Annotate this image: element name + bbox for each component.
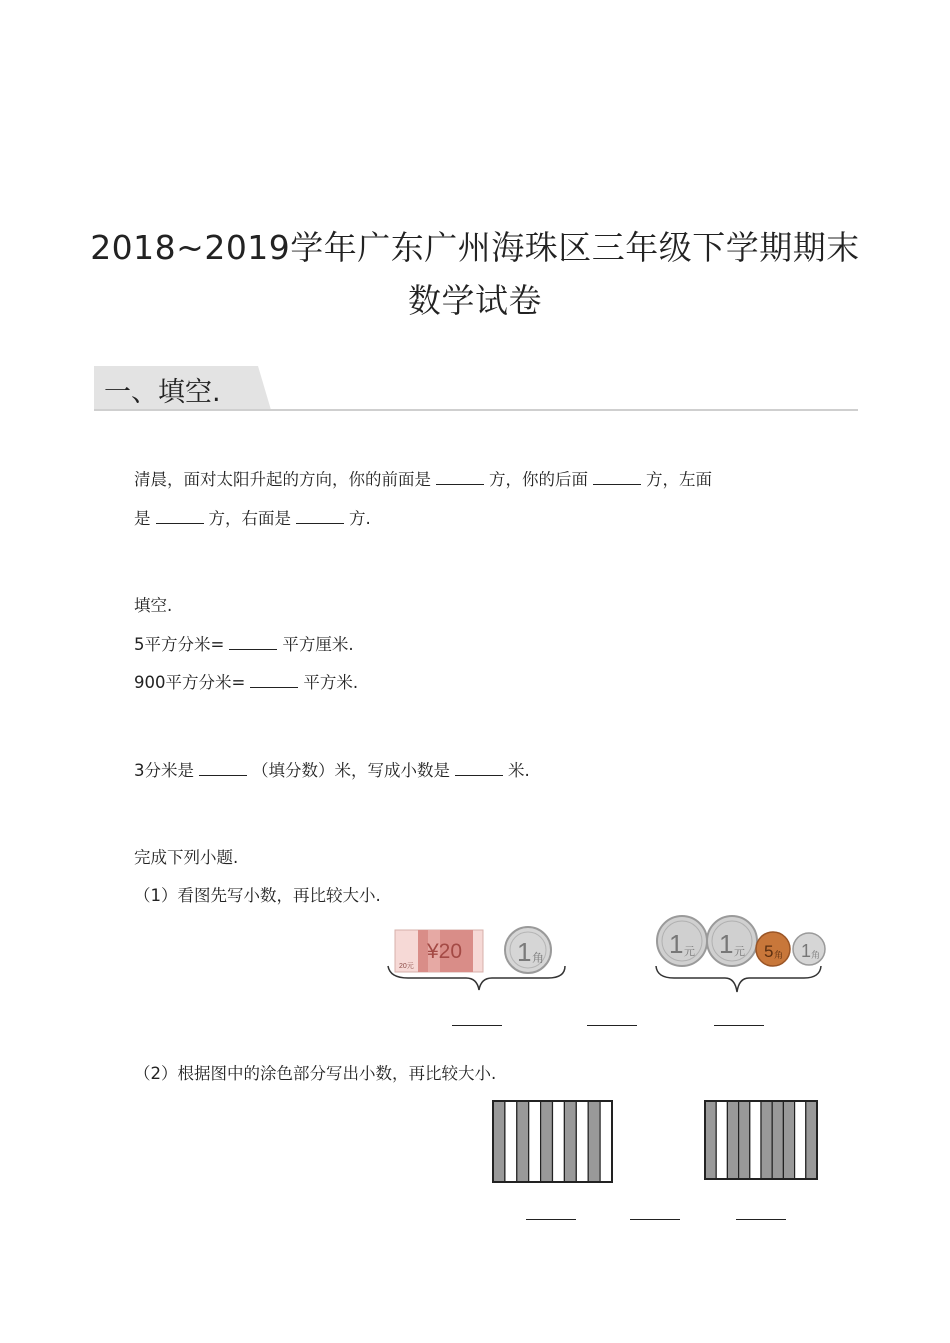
bar-segment: [505, 1101, 517, 1182]
answer-line-money-compare[interactable]: [587, 1025, 637, 1026]
coin-1-jiao-small-icon: [793, 933, 825, 965]
svg-text:1: 1: [801, 941, 812, 961]
page-title: 2018~2019学年广东广州海珠区三年级下学期期末: [90, 228, 860, 267]
question-4-intro: 完成下列小题.: [134, 848, 239, 867]
question-2-a: [134, 631, 354, 655]
bar-segment: [761, 1101, 772, 1179]
q1-text-a: 清晨，面对太阳升起的方向，你的前面是: [134, 470, 431, 489]
svg-text:角: 角: [774, 951, 784, 961]
bar-segment: [564, 1101, 576, 1182]
q1-text-b: 方，你的后面: [489, 470, 588, 489]
section-divider: [94, 409, 858, 411]
answer-line-money-right[interactable]: [714, 1025, 764, 1026]
bar-segment: [750, 1101, 761, 1179]
q2a-text-pre: 5平方分米=: [134, 635, 225, 654]
bar-segment: [727, 1101, 738, 1179]
coin-5-jiao-icon: [756, 932, 790, 966]
section-title: 一、填空.: [104, 377, 221, 408]
shaded-bar-left: [493, 1101, 612, 1182]
answer-blank[interactable]: [199, 760, 247, 776]
banknote-small-label: 20元: [399, 963, 414, 970]
bar-segment: [529, 1101, 541, 1182]
bar-segment: [739, 1101, 750, 1179]
q3-text-c: 米.: [508, 761, 530, 780]
svg-text:元: 元: [734, 945, 745, 958]
question-1-line-2: [134, 505, 371, 529]
page-title-line2: 数学试卷: [408, 281, 542, 320]
bar-segment: [806, 1101, 817, 1179]
svg-text:角: 角: [532, 951, 545, 965]
shaded-bars-figure: [490, 1098, 820, 1188]
q2b-text-pre: 900平方分米=: [134, 673, 246, 692]
question-4-part-1: （1）看图先写小数，再比较大小.: [134, 886, 381, 905]
svg-text:1: 1: [517, 937, 532, 967]
money-illustration: [380, 910, 840, 1000]
answer-line-money-left[interactable]: [452, 1025, 502, 1026]
svg-text:元: 元: [684, 945, 695, 958]
question-1-line-1: [134, 466, 712, 490]
answer-blank[interactable]: [250, 672, 298, 688]
answer-blank[interactable]: [156, 508, 204, 524]
question-3: [134, 757, 530, 781]
svg-text:角: 角: [811, 951, 821, 961]
svg-text:5: 5: [764, 942, 774, 961]
answer-blank[interactable]: [436, 469, 484, 485]
bar-segment: [795, 1101, 806, 1179]
question-2-intro: 填空.: [134, 596, 173, 615]
bar-segment: [783, 1101, 794, 1179]
q1-text-d: 是: [134, 509, 151, 528]
answer-line-bar-left[interactable]: [526, 1219, 576, 1220]
q1-text-c: 方，左面: [646, 470, 712, 489]
svg-text:1: 1: [719, 929, 734, 959]
q1-text-e: 方，右面是: [208, 509, 291, 528]
brace-right-icon: [656, 966, 821, 992]
coin-1-yuan-icon: [657, 916, 707, 966]
answer-blank[interactable]: [455, 760, 503, 776]
q3-text-b: （填分数）米，写成小数是: [252, 761, 450, 780]
bar-segment: [553, 1101, 565, 1182]
banknote-value: ¥20: [427, 940, 463, 963]
answer-blank[interactable]: [296, 508, 344, 524]
answer-blank[interactable]: [593, 469, 641, 485]
q1-text-f: 方.: [349, 509, 371, 528]
coin-1-yuan-icon: [707, 916, 757, 966]
coin-1-jiao-icon: [505, 927, 551, 973]
q2b-text-post: 平方米.: [303, 673, 359, 692]
bar-segment: [600, 1101, 612, 1182]
banknote-20-yuan-icon: [395, 930, 483, 972]
bar-segment: [576, 1101, 588, 1182]
question-4-part-2: （2）根据图中的涂色部分写出小数，再比较大小.: [134, 1064, 497, 1083]
bar-segment: [705, 1101, 716, 1179]
bar-segment: [772, 1101, 783, 1179]
q2a-text-post: 平方厘米.: [282, 635, 354, 654]
svg-text:1: 1: [669, 929, 684, 959]
bar-segment: [541, 1101, 553, 1182]
bar-segment: [716, 1101, 727, 1179]
bar-segment: [588, 1101, 600, 1182]
answer-line-bar-compare[interactable]: [630, 1219, 680, 1220]
bar-segment: [493, 1101, 505, 1182]
answer-line-bar-right[interactable]: [736, 1219, 786, 1220]
bar-segment: [517, 1101, 529, 1182]
q3-text-a: 3分米是: [134, 761, 194, 780]
shaded-bar-right: [705, 1101, 817, 1179]
question-2-b: [134, 669, 358, 693]
answer-blank[interactable]: [229, 634, 277, 650]
